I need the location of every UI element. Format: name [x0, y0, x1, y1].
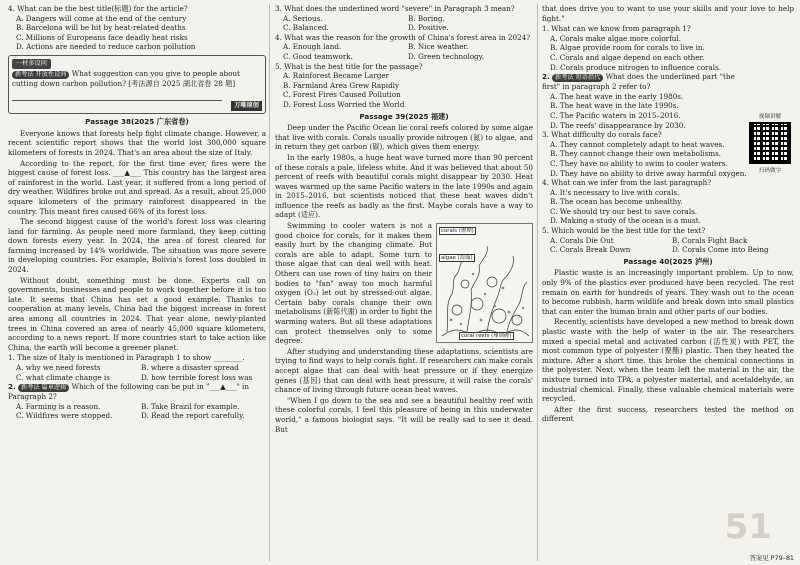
- passage-38-title: Passage 38(2025 广东省卷): [85, 117, 189, 127]
- option: B. Corals Fight Back: [672, 235, 748, 245]
- passage-paragraph: Recently, scientists have developed a new method to break down plastic waste with the help of water in the air. The researchers mixed a special metal and activated carbon (活性炭) with PET, the most common type of polyester (聚酯) plastic. Then they heated the mixture. After a short time, this broke the chemical connections in the polyester. Next, when the team left the material in the air, the mixture turned into TPA, a polyester material, and acetaldehyde, an industrial chemical. Finally, these valuable chemical materials were recycled.: [542, 317, 794, 404]
- passage-paragraph-end: that does drive you to want to use your skills and your love to help fight.": [542, 4, 794, 23]
- option: A. They cannot completely adapt to heat waves.: [550, 139, 725, 149]
- option: C. The Pacific waters in 2015–2016.: [550, 110, 681, 120]
- option: D. Corals produce nitrogen to influence corals.: [550, 62, 722, 72]
- option: A. Dangers will come at the end of the century: [16, 13, 187, 23]
- box-question: What suggestion can you give to people about cutting down carbon pollution?: [12, 68, 241, 88]
- option: C. Forest Fires Caused Pollution: [283, 90, 401, 100]
- column-middle: [275, 4, 533, 435]
- qr-bottom-label: 扫码做字: [758, 168, 782, 174]
- question-2: 2. 新考法 篇章逻辑 Which of the following can be put in "___▲___" in Paragraph 2?: [8, 382, 249, 402]
- option: B. Farmland Area Grew Rapidly: [283, 80, 400, 90]
- column-divider: [269, 4, 270, 561]
- option: D. Positive.: [408, 23, 449, 33]
- options-row: [283, 52, 533, 62]
- passage-40-title: Passage 40(2025 泸州): [623, 256, 713, 266]
- column-right: [542, 4, 794, 425]
- option: C. Millions of Europeans face deadly heat risks: [16, 32, 188, 42]
- option: D. how terrible forest loss was: [141, 372, 253, 382]
- option: C. We should try our best to save corals.: [550, 206, 698, 216]
- option: D. Making a study of the ocean is a must.: [550, 216, 701, 226]
- option: C. Corals and algae depend on each other.: [550, 52, 705, 62]
- option: A. Corals make algae more colorful.: [550, 33, 681, 43]
- qr-code-icon[interactable]: [749, 122, 791, 164]
- box-heading: 一材多设问: [12, 59, 51, 69]
- qr-top-label: 视频讲解: [758, 114, 782, 120]
- question-3: 3. What does the underlined word "severe" in Paragraph 3 mean?: [275, 4, 515, 13]
- option: A. Corals Die Out: [550, 235, 614, 245]
- option: A. It's necessary to live with corals.: [550, 187, 680, 197]
- question-1: 1. The size of Italy is mentioned in Paragraph 1 to show ________.: [8, 353, 245, 363]
- coral-reefs-label: coral reefs (珊瑚礁): [461, 333, 512, 340]
- phrase-reference-tag: 新考法 短语指代: [552, 74, 603, 82]
- brand-label: 万唯原创: [231, 101, 262, 111]
- passage-paragraph: The second biggest cause of the world's forest loss was clearing land for farming. As people need more farmland, they keep cutting down forests every year. In 2024, the area of forest cleared for farming increased by 14% worldwide. The situation was more severe in developing countries. For example, Bolivia's forest loss doubled in 2024.: [8, 217, 266, 275]
- options-row: [550, 236, 794, 246]
- option: B. They cannot change their own metabolisms.: [550, 149, 722, 159]
- options-row: [16, 373, 266, 383]
- passage-paragraph: After the first success, researchers tested the method on different: [542, 404, 794, 424]
- passage-paragraph: Plastic waste is an increasingly important problem. Up to now, only 9% of the plastics ever produced have been recycled. The rest remain on earth for hundreds of years. They wash out to the ocean to become rubbish, harm wildlife and break down into small plastics that can enter the human brain and other parts of our bodies.: [542, 268, 794, 316]
- option: D. Forest Loss Worried the World: [283, 99, 405, 109]
- column-divider: [537, 4, 538, 561]
- question-1: 1. What can we know from paragraph 1?: [542, 24, 691, 34]
- qr-code-block[interactable]: [744, 112, 796, 174]
- corals-label: corals (珊瑚): [441, 228, 474, 235]
- option: C. Wildfires were stopped.: [16, 411, 113, 421]
- option: B. Algae provide room for corals to live in.: [550, 43, 705, 53]
- option: A. Rainforest Became Larger: [283, 71, 390, 81]
- option: B. The ocean has become unhealthy.: [550, 197, 683, 207]
- coral-drawing: [437, 224, 532, 342]
- passage-paragraph: Swimming to cooler waters is not a good choice for corals, for it makes them easily hurt by the changing climate. But corals are able to adapt. Some turn to those algae that can deal well with heat. Others can use rows of tiny hairs on their bodies to "fan" away too much harmful oxygen (O₂) let out by stressed-out algae. Certain baby corals change their own metabolisms (新陈代谢) in order to fight the warming waters. But all these adaptations can protect themselves only to some degree.: [275, 221, 432, 346]
- answer-line[interactable]: [12, 88, 222, 101]
- option: A. Enough land.: [283, 42, 342, 52]
- options-row: [16, 363, 266, 373]
- option: A. Farming is a reason.: [16, 401, 101, 411]
- question-3: 3. What difficulty do corals face?: [542, 130, 662, 140]
- question-2: 2. 新考法 短语指代 What does the underlined part "the first" in paragraph 2 refer to?: [542, 72, 735, 92]
- option: A. why we need forests: [16, 363, 101, 372]
- question-5: 5. Which would be the best title for the text?: [542, 226, 706, 236]
- options-row: [550, 245, 794, 255]
- option: C. what climate change is: [16, 372, 110, 382]
- options-row: [16, 402, 266, 412]
- option: B. where a disaster spread: [141, 363, 239, 372]
- options-row: [283, 42, 533, 52]
- extension-box: [8, 55, 266, 114]
- option: D. Green technology.: [408, 51, 485, 61]
- question-4: 4. What can we infer from the last paragraph?: [542, 178, 712, 188]
- option: D. Corals Come into Being: [672, 245, 769, 255]
- option: C. Good teamwork.: [283, 51, 353, 61]
- option: D. Read the report carefully.: [141, 411, 245, 421]
- algae-label: algae (海藻): [441, 255, 473, 262]
- option: A. The heat wave in the early 1980s.: [550, 91, 684, 101]
- column-left: [8, 4, 266, 421]
- options-row: [16, 411, 266, 421]
- coral-reef-illustration: [436, 223, 533, 343]
- option: B. Nice weather.: [408, 42, 469, 52]
- option: B. Boring.: [408, 13, 445, 23]
- passage-39-title: Passage 39(2025 福建): [359, 111, 449, 121]
- open-question-tag: 新考法 开放性设问: [12, 71, 69, 79]
- passage-paragraph: Deep under the Pacific Ocean lie coral reefs colored by some algae that live with corals. Corals usually provide nitrogen (氮) to algae, and in return they get carbon (碳), which gives them energy.: [275, 123, 533, 152]
- option: B. Barcelona will be hit by heat-related deaths: [16, 23, 186, 33]
- logic-tag: 新考法 篇章逻辑: [18, 384, 69, 392]
- question-4: 4. What was the reason for the growth of China's forest area in 2024?: [275, 32, 531, 42]
- options-row: [283, 14, 533, 24]
- option: C. Balanced.: [283, 23, 329, 33]
- answer-reference: 答案见 P79–81: [749, 554, 794, 562]
- option: B. Take Brazil for example.: [141, 401, 240, 411]
- question-5: 5. What is the best title for the passage?: [275, 61, 423, 71]
- option: C. Corals Break Down: [550, 245, 631, 255]
- page-number: 51: [724, 507, 772, 547]
- option: B. The heat wave in the late 1990s.: [550, 101, 679, 111]
- question-4: 4. What can be the best title(标题) for the article?: [8, 4, 188, 13]
- passage-paragraph: According to the report, for the first time ever, fires were the biggest cause of forest loss. ___▲___ This country has the largest area of rainforest in the world. Last year, it suffered from a long period of dry weather. Wildfires broke out and spread. As a result, about 25,000 square kilometers of the primary rainforest disappeared in the country. This meant fires caused 66% of its forest loss.: [8, 158, 266, 216]
- option: A. Serious.: [283, 13, 323, 23]
- passage-paragraph: Without doubt, something must be done. Experts call on governments, businesses and people to work together before it is too late. It seems that China has set a good example. Thanks to cooperation at many levels, China had the biggest increase in forest area among all countries in 2024. That year alone, newly-planted trees in China covered an area of nearly 45,000 square kilometers, according to a news report. If more countries start to take action like China, the earth will become a greener planet.: [8, 275, 266, 352]
- option: D. Actions are needed to reduce carbon pollution: [16, 42, 196, 52]
- passage-paragraph: In the early 1980s, a huge heat wave turned more than 90 percent of these corals a pale, lifeless white. And it was believed that about 50 percent of reefs with beautiful corals might disappear by 2030. Heat waves warmed up the same Pacific waters in the late 1990s and again in 2015–2016, but scientists noticed that these heat waves didn't influence the reefs as badly as the first. Maybe corals have a way to adapt (适应).: [275, 152, 533, 220]
- passage-paragraph: Everyone knows that forests help fight climate change. However, a recent scientific report shows that the world lost 300,000 square kilometers of forests in 2024. That's an area about the size of Italy.: [8, 128, 266, 157]
- option: D. The reefs' disappearance by 2030.: [550, 120, 686, 130]
- passage-paragraph: "When I go down to the sea and see a beautiful healthy reef with these colorful corals, I feel this pleasure of being in this underwater world," a famous biologist says. "It will be really sad to see it dead. But: [275, 395, 533, 434]
- option: D. They have no ability to drive away harmful oxygen.: [550, 168, 747, 178]
- box-source: [考法源自 2025 湖北省卷 28 题]: [128, 78, 236, 88]
- options-row: [283, 23, 533, 33]
- passage-paragraph: After studying and understanding these adaptations, scientists are trying to find ways to help corals fight. If researchers can make corals accept algae that can deal with heat pressure or if they energize genes (基因) that can deal with heat pressure, it will raise the corals' chance of living through future ocean heat waves.: [275, 346, 533, 395]
- option: C. They have no ability to swim to cooler waters.: [550, 158, 728, 168]
